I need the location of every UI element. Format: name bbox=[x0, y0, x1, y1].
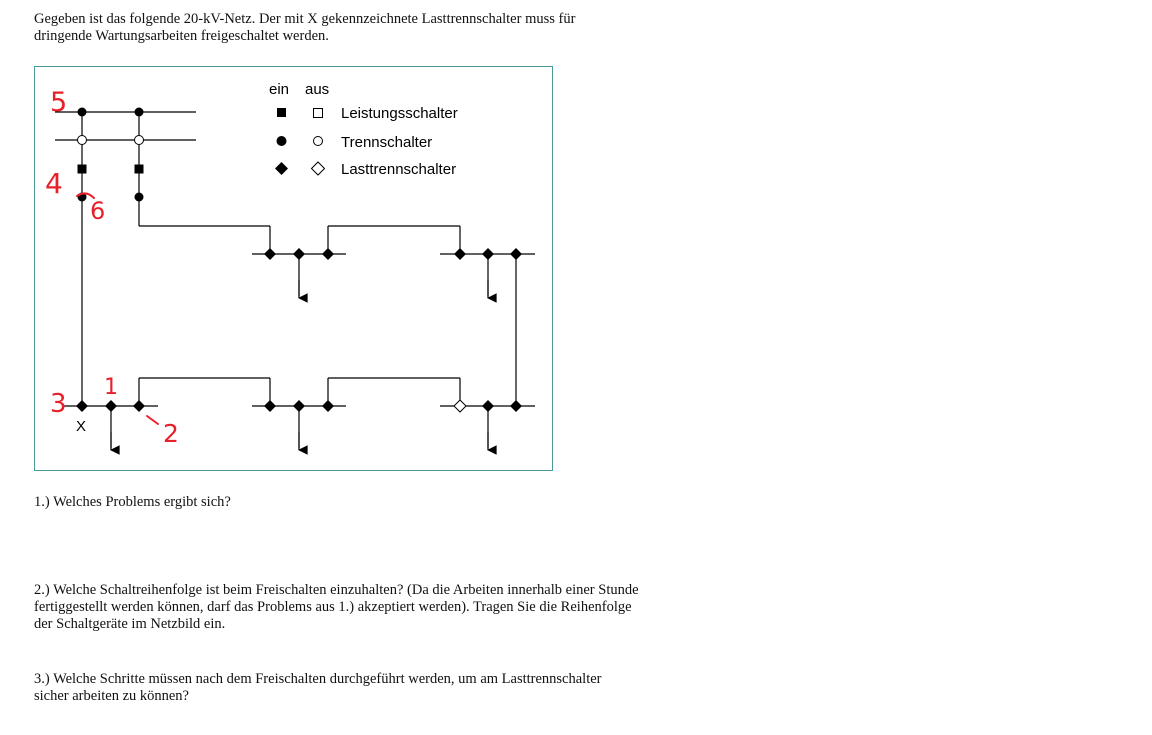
legend-label-disconnector: Trennschalter bbox=[341, 134, 433, 151]
handwritten-annotations bbox=[45, 87, 179, 448]
circuit-breaker-symbols bbox=[78, 165, 144, 174]
question-2 bbox=[34, 582, 734, 633]
question-3-line-2: sicher arbeiten zu können? bbox=[34, 688, 189, 704]
question-2-line-2: fertiggestellt werden können, darf das Problems aus 1.) akzeptiert werden). Tragen Sie die Reihenfolge bbox=[34, 599, 632, 615]
legend-switch-on-icon bbox=[275, 162, 288, 175]
intro-line-1: Gegeben ist das folgende 20-kV-Netz. Der mit X gekennzeichnete Lasttrennschalter muss für bbox=[34, 11, 576, 27]
intro-line-2: dringende Wartungsarbeiten freigeschaltet werden. bbox=[34, 28, 329, 44]
legend-label-switch: Lasttrennschalter bbox=[341, 161, 457, 178]
annotation-2: 2 bbox=[163, 419, 179, 448]
x-marker-label: X bbox=[76, 418, 87, 435]
annotation-stroke-2 bbox=[147, 416, 158, 424]
legend-col-on: ein bbox=[269, 81, 290, 98]
question-3-line-1: 3.) Welche Schritte müssen nach dem Freischalten durchgeführt werden, um am Lasttrennschalter bbox=[34, 671, 602, 687]
question-1 bbox=[34, 494, 734, 511]
legend-disconnector-on-icon bbox=[277, 136, 287, 146]
question-3 bbox=[34, 671, 734, 705]
legend-label-breaker: Leistungsschalter bbox=[341, 105, 458, 122]
question-2-line-1: 2.) Welche Schaltreihenfolge ist beim Freischalten einzuhalten? (Da die Arbeiten innerhalb einer Stunde bbox=[34, 582, 639, 598]
legend-col-off: aus bbox=[305, 81, 330, 98]
annotation-5: 5 bbox=[50, 87, 68, 118]
annotation-1: 1 bbox=[104, 375, 118, 400]
question-1-line-1: 1.) Welches Problems ergibt sich? bbox=[34, 494, 231, 510]
network-lines bbox=[55, 112, 535, 448]
disconnector-symbols bbox=[78, 108, 144, 202]
legend bbox=[269, 81, 458, 178]
legend-disconnector-off-icon bbox=[314, 137, 323, 146]
question-2-line-3: der Schaltgeräte im Netzbild ein. bbox=[34, 616, 226, 632]
annotation-6: 6 bbox=[90, 197, 106, 225]
legend-switch-off-icon bbox=[312, 162, 325, 175]
annotation-3: 3 bbox=[50, 389, 67, 419]
annotation-4: 4 bbox=[45, 167, 63, 200]
legend-breaker-on-icon bbox=[277, 108, 286, 117]
legend-breaker-off-icon bbox=[314, 109, 323, 118]
